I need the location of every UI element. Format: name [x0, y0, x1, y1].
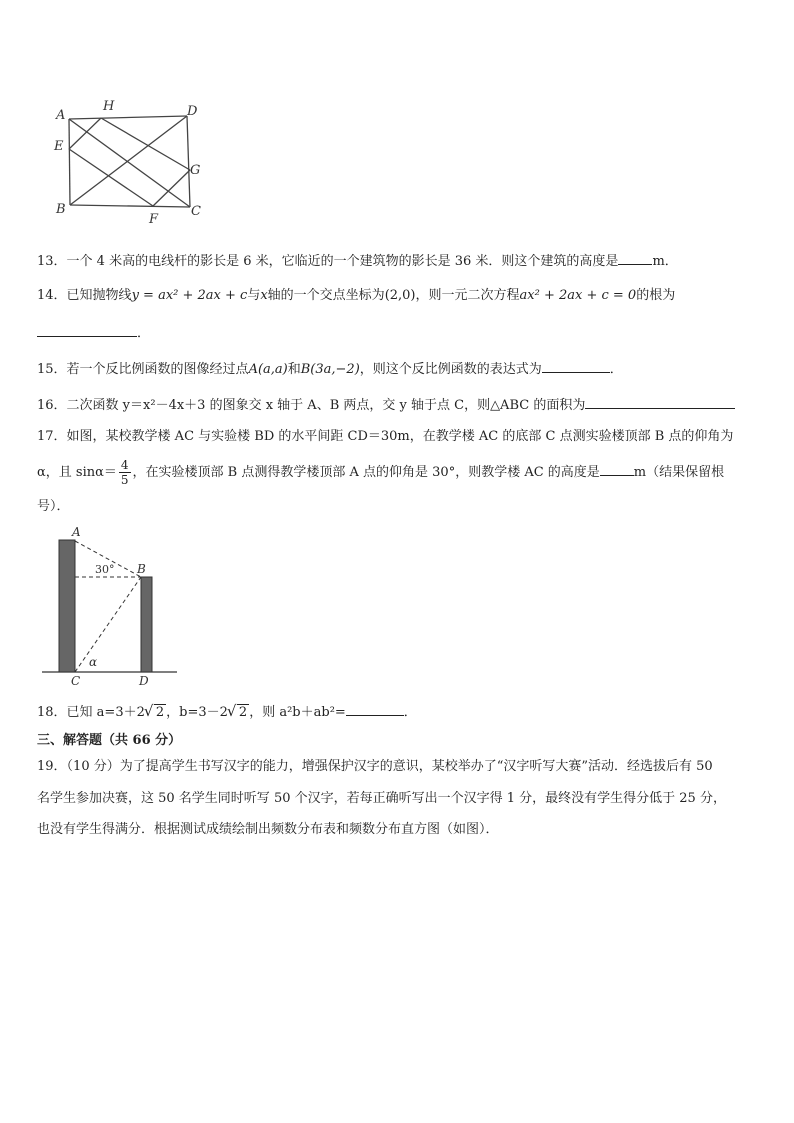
- buildings-figure: [40, 522, 185, 692]
- question-18: [37, 701, 417, 723]
- q14-answer-blank[interactable]: [37, 322, 137, 337]
- q14-parabola: y = ax² + 2ax + c: [131, 288, 248, 303]
- question-13: [37, 250, 678, 272]
- bld-angle-30: 30°: [95, 563, 115, 576]
- q17-number: 17: [37, 429, 54, 444]
- q17-line2-unit: m（结果保留根: [633, 465, 725, 480]
- bld-label-B: B: [137, 562, 146, 576]
- bld-alpha: α: [89, 655, 98, 669]
- q14-mid3: ，则一元二次方程: [415, 288, 520, 303]
- label-D: D: [187, 104, 198, 119]
- q13-answer-blank[interactable]: [618, 250, 652, 265]
- q19-line1: ．（10 分）为了提高学生书写汉字的能力，增强保护汉字的意识，某校举办了“汉字听写大赛”活动．经选拔后有 50: [53, 759, 713, 774]
- q17-frac-num: 4: [120, 458, 129, 472]
- q15-answer-blank[interactable]: [542, 358, 610, 373]
- label-E: E: [54, 139, 64, 154]
- q14-answer-line: [37, 322, 150, 344]
- q14-pre: ．已知抛物线: [53, 288, 132, 303]
- q17-answer-blank[interactable]: [600, 461, 634, 476]
- q13-unit: m．: [652, 254, 678, 269]
- q18-number: 18: [37, 705, 54, 720]
- q13-text: ．一个 4 米高的电线杆的影长是 6 米，它临近的一个建筑物的影长是 36 米．则这个建筑的高度是: [53, 254, 619, 269]
- q13-number: 13: [37, 254, 54, 269]
- q14-mid2: 轴的一个交点坐标为: [267, 288, 385, 303]
- q14-equation: ax² + 2ax + c = 0: [519, 288, 637, 303]
- bld-label-A: A: [72, 525, 81, 539]
- question-19-line3: [37, 820, 499, 840]
- q17-line1: ．如图，某校教学楼 AC 与实验楼 BD 的水平间距 CD＝30m，在教学楼 AC 的底部 C 点测实验楼顶部 B 点的仰角为: [53, 429, 734, 444]
- q14-mid1: 与: [247, 288, 261, 303]
- question-19-line2: [37, 789, 726, 809]
- section-heading-3: 三、解答题（共 66 分）: [37, 733, 182, 748]
- q14-x: x: [260, 288, 268, 303]
- q17-line2-post: ，在实验楼顶部 B 点测得教学楼顶部 A 点的仰角是 30°，则教学楼 AC 的高度是: [132, 465, 600, 480]
- bld-label-C: C: [71, 674, 81, 688]
- q17-line3: 号）．: [37, 499, 70, 514]
- rectangle-figure: [48, 92, 218, 230]
- building-bd: [141, 577, 152, 672]
- building-ac: [59, 540, 75, 672]
- q19-number: 19: [37, 759, 54, 774]
- question-15: [37, 358, 623, 380]
- q15-end: ．: [609, 362, 623, 377]
- label-H: H: [103, 99, 115, 114]
- q17-frac-den: 5: [120, 473, 129, 487]
- q18-mid: ，b=3－2: [166, 705, 228, 720]
- q14-post: 的根为: [636, 288, 676, 303]
- bld-label-D: D: [139, 674, 149, 688]
- q16-number: 16: [37, 398, 54, 413]
- label-A: A: [56, 108, 66, 123]
- label-C: C: [191, 204, 201, 219]
- label-F: F: [149, 212, 159, 227]
- question-14: [37, 286, 675, 306]
- label-G: G: [190, 163, 201, 178]
- q15-point-a: A(a,a): [248, 362, 288, 377]
- q16-answer-blank[interactable]: [585, 394, 735, 409]
- q18-end: ．: [403, 705, 417, 720]
- question-17-line1: [37, 427, 733, 447]
- question-17-line2: [37, 458, 724, 488]
- q18-answer-blank[interactable]: [346, 701, 404, 716]
- q17-fraction: [119, 458, 131, 487]
- q18-post: ，则 a²b＋ab²=: [249, 705, 346, 720]
- q16-text: ．二次函数 y＝x²－4x＋3 的图象交 x 轴于 A、B 两点，交 y 轴于点 C，则△ABC 的面积为: [53, 398, 586, 413]
- q15-post: ，则这个反比例函数的表达式为: [359, 362, 542, 377]
- label-B: B: [56, 202, 66, 217]
- q15-pre: ．若一个反比例函数的图像经过点: [53, 362, 249, 377]
- q14-point: (2,0): [384, 288, 416, 303]
- q14-end: ．: [137, 326, 151, 341]
- q18-sqrt-1: √ 2: [145, 703, 166, 723]
- q15-number: 15: [37, 362, 54, 377]
- question-17-line3: [37, 497, 70, 517]
- q19-line3: 也没有学生得满分．根据测试成绩绘制出频数分布表和频数分布直方图（如图）．: [37, 822, 499, 837]
- q18-pre: ．已知 a=3＋2: [53, 705, 145, 720]
- q14-number: 14: [37, 288, 54, 303]
- question-16: [37, 394, 735, 416]
- q15-point-b: B(3a,−2): [300, 362, 360, 377]
- q19-line2: 名学生参加决赛，这 50 名学生同时听写 50 个汉字，若每正确听写出一个汉字得 1 分，最终没有学生得分低于 25 分，: [37, 791, 726, 806]
- question-19-line1: [37, 757, 713, 777]
- q15-and: 和: [287, 362, 301, 377]
- q18-sqrt-2: √ 2: [228, 703, 249, 723]
- q17-line2-pre: α，且 sinα＝: [37, 465, 117, 480]
